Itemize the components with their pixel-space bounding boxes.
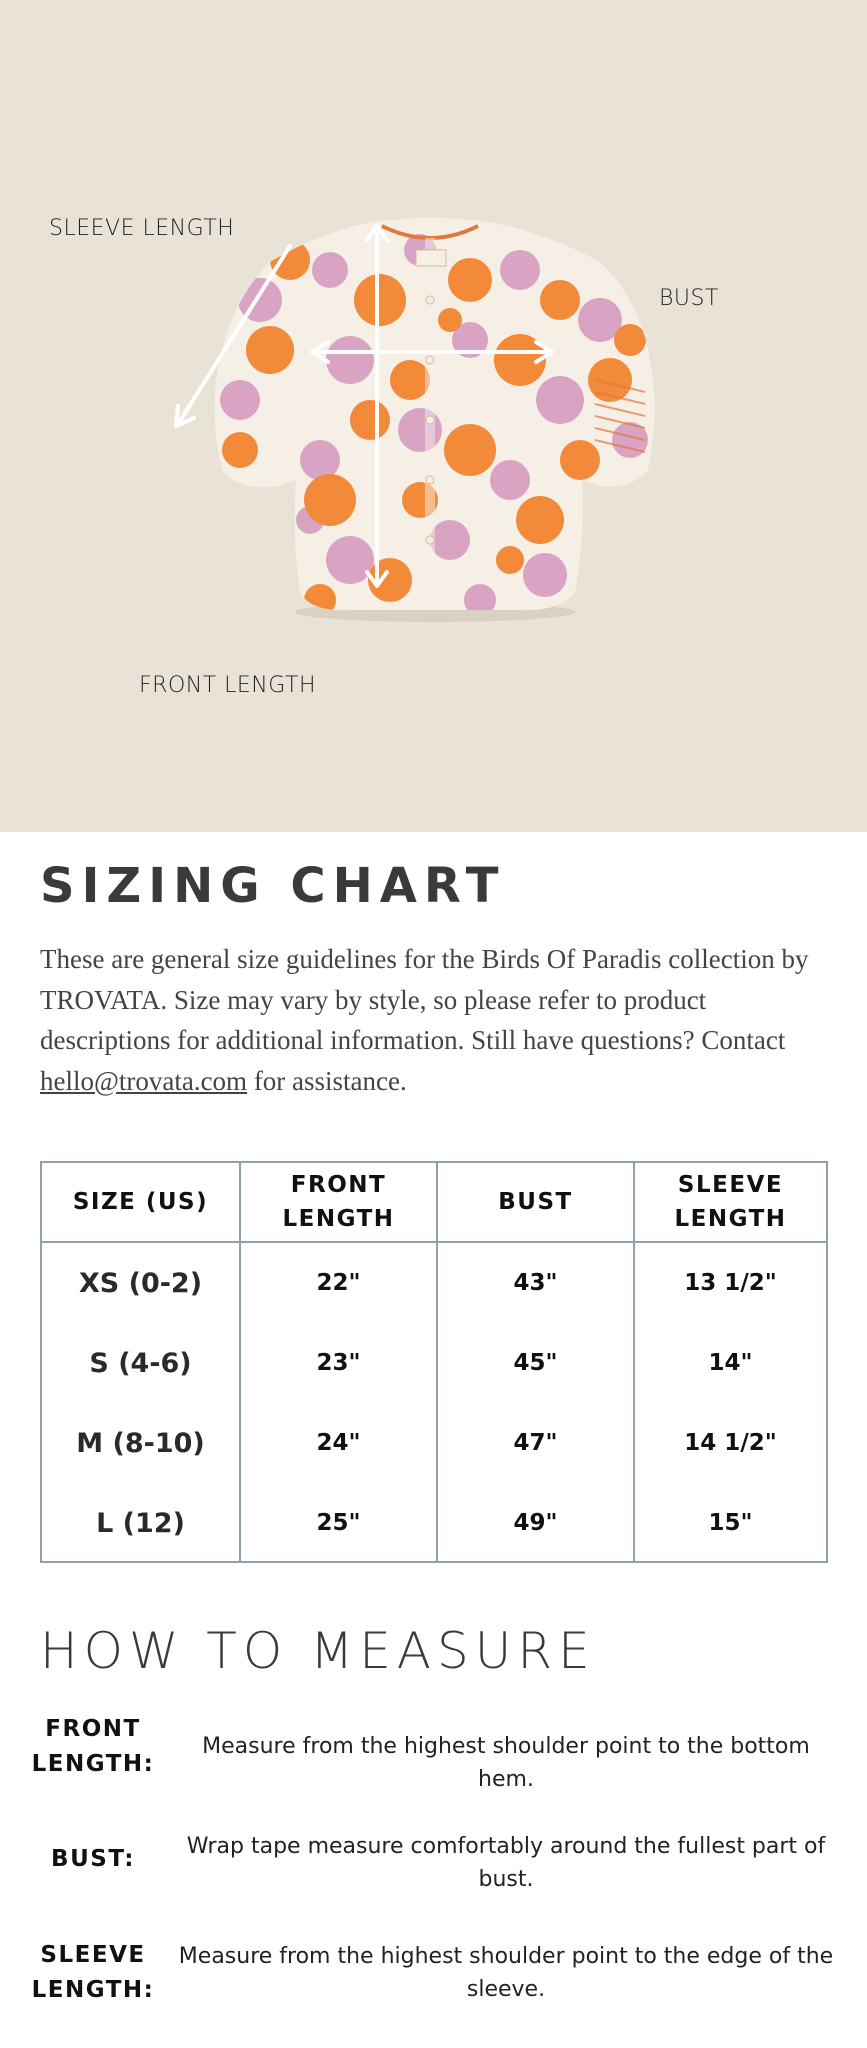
table-cell: 15" bbox=[708, 1510, 753, 1536]
table-cell: S (4-6) bbox=[89, 1347, 192, 1379]
term-line: LENGTH: bbox=[31, 1977, 155, 2003]
header-line: SLEEVE bbox=[677, 1172, 784, 1198]
table-cell: 47" bbox=[513, 1430, 558, 1456]
bust-header bbox=[438, 1163, 633, 1243]
measure-term bbox=[30, 1842, 156, 1877]
size-chart-table bbox=[40, 1161, 828, 1563]
header-line: LENGTH bbox=[674, 1206, 787, 1232]
table-cell: 22" bbox=[316, 1270, 361, 1296]
term-line: LENGTH: bbox=[31, 1751, 155, 1777]
measure-description: Measure from the highest shoulder point to the bottom hem. bbox=[202, 1734, 810, 1792]
intro-suffix: for assistance. bbox=[247, 1065, 407, 1096]
contact-email-link[interactable]: hello@trovata.com bbox=[40, 1065, 248, 1096]
table-cell: 43" bbox=[513, 1270, 558, 1296]
measure-description: Measure from the highest shoulder point to the edge of the sleeve. bbox=[178, 1944, 834, 2002]
bust-label: BUST bbox=[659, 286, 719, 311]
table-cell: M (8-10) bbox=[76, 1427, 205, 1459]
bust-column bbox=[436, 1163, 633, 1561]
front-length-column bbox=[239, 1163, 436, 1561]
table-cell: 23" bbox=[316, 1350, 361, 1376]
table-cell: 25" bbox=[316, 1510, 361, 1536]
term-line: FRONT bbox=[45, 1716, 141, 1742]
table-cell: 49" bbox=[513, 1510, 558, 1536]
intro-text: These are general size guidelines for the Birds Of Paradis collection by TROVATA. Size may vary by style, so please refer to product descriptions for additional information. Still have questions? Contact bbox=[40, 944, 809, 1055]
measure-description: Wrap tape measure comfortably around the fullest part of bust. bbox=[186, 1834, 826, 1892]
front-length-label: FRONT LENGTH bbox=[139, 673, 317, 698]
product-image bbox=[0, 0, 867, 832]
sleeve-length-header bbox=[635, 1163, 826, 1243]
table-cell: XS (0-2) bbox=[78, 1267, 203, 1299]
size-header-text: SIZE (US) bbox=[72, 1189, 209, 1215]
sizing-chart-title: SIZING CHART bbox=[40, 858, 506, 914]
measure-term bbox=[30, 1938, 156, 2008]
header-line: LENGTH bbox=[282, 1206, 395, 1232]
bust-header-text: BUST bbox=[498, 1189, 573, 1215]
measure-term bbox=[30, 1712, 156, 1782]
table-cell: 14 1/2" bbox=[684, 1430, 777, 1456]
sleeve-length-column bbox=[633, 1163, 826, 1561]
blouse-illustration bbox=[0, 0, 867, 832]
term-line: SLEEVE bbox=[40, 1942, 146, 1968]
table-cell: 45" bbox=[513, 1350, 558, 1376]
table-cell: 24" bbox=[316, 1430, 361, 1456]
header-line: FRONT bbox=[290, 1172, 387, 1198]
size-header bbox=[42, 1163, 239, 1243]
table-cell: 13 1/2" bbox=[684, 1270, 777, 1296]
term-line: BUST: bbox=[51, 1846, 135, 1872]
how-to-measure-title: HOW TO MEASURE bbox=[40, 1622, 596, 1680]
size-column bbox=[42, 1163, 239, 1561]
table-cell: L (12) bbox=[96, 1507, 185, 1539]
sizing-intro bbox=[40, 939, 840, 1101]
front-length-header bbox=[241, 1163, 436, 1243]
table-cell: 14" bbox=[708, 1350, 753, 1376]
sleeve-length-label: SLEEVE LENGTH bbox=[49, 216, 235, 241]
